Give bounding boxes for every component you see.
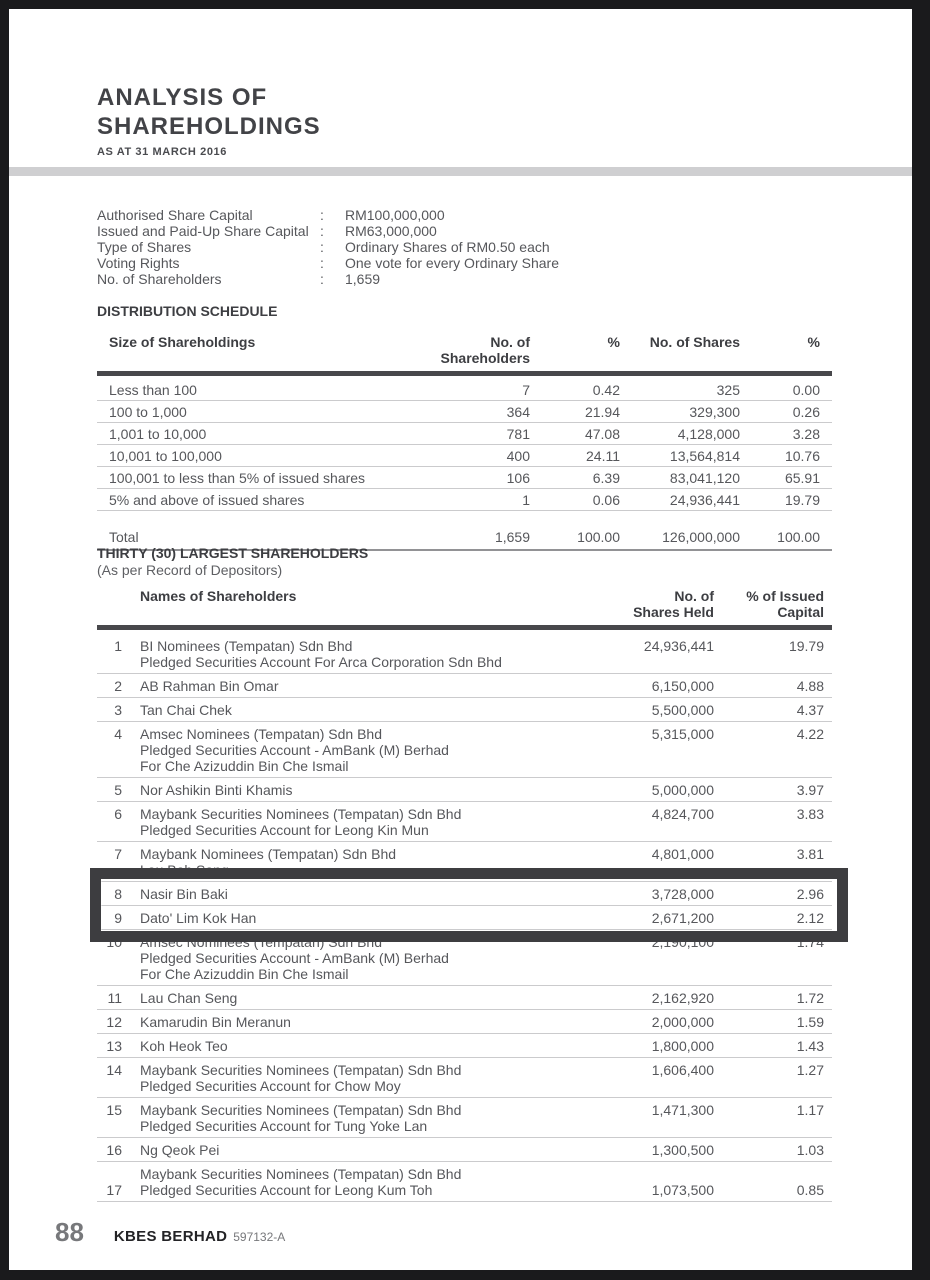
shareholder-name-line: Lau Chan Seng [140,990,238,1006]
cell-rank: 17 [106,1182,122,1198]
header-divider-bar [9,167,912,176]
info-row [97,223,559,239]
info-label: Issued and Paid-Up Share Capital [97,223,309,239]
info-value: One vote for every Ordinary Share [345,255,559,271]
table-row [97,401,832,423]
largest-shareholders-heading: THIRTY (30) LARGEST SHAREHOLDERS [97,545,369,561]
col-header-issued-capital-line1: % of Issued [746,588,824,604]
cell-no-of-shares: 325 [716,382,740,398]
cell-rank: 7 [114,846,122,862]
cell-issued-capital-pct: 4.22 [796,726,824,742]
cell-issued-capital-pct: 1.03 [796,1142,824,1158]
cell-issued-capital-pct: 3.81 [796,846,824,862]
info-colon: : [320,207,324,223]
cell-issued-capital-pct: 0.85 [796,1182,824,1198]
info-value: RM100,000,000 [345,207,445,223]
table-row [97,1138,832,1162]
shareholder-name-line: Pledged Securities Account for Tung Yoke Lan [140,1118,428,1134]
table-row [97,698,832,722]
info-row [97,207,559,223]
info-label: Voting Rights [97,255,180,271]
shareholder-name-line: Pledged Securities Account for Leong Kum Toh [140,1182,433,1198]
shareholder-name-line: Maybank Securities Nominees (Tempatan) Sdn Bhd [140,806,462,822]
cell-shareholder-name [122,782,564,798]
info-value: 1,659 [345,271,381,287]
cell-shareholder-name [122,1166,564,1198]
cell-shares-pct: 19.79 [784,492,820,508]
cell-shareholder-name [122,1014,564,1030]
shareholder-name-line: Amsec Nominees (Tempatan) Sdn Bhd [140,934,382,950]
shareholder-name-line: Nor Ashikin Binti Khamis [140,782,293,798]
cell-size-of-shareholdings: 5% and above of issued shares [109,492,305,508]
col-header-shares-held [564,588,714,620]
highlight-annotation-box [90,868,848,942]
cell-size-of-shareholdings: 1,001 to 10,000 [109,426,207,442]
share-capital-info [97,207,559,287]
cell-rank: 5 [114,782,122,798]
table-row [97,802,832,842]
col-header-holders: No. of Shareholders [440,334,530,366]
shareholder-name-line: Lau Bah Sang [140,862,229,878]
cell-no-of-shares: 24,936,441 [669,492,740,508]
col-header-shares-held-line1: No. of [674,588,714,604]
table-header-rule [97,371,832,376]
document-page [9,9,912,1270]
page-subtitle: AS AT 31 MARCH 2016 [97,146,227,158]
cell-shares-held: 1,471,300 [651,1102,714,1118]
cell-rank: 3 [114,702,122,718]
cell-shareholder-name [122,678,564,694]
info-label: Authorised Share Capital [97,207,253,223]
table-row [97,445,832,467]
cell-rank: 14 [106,1062,122,1078]
cell-issued-capital-pct: 1.43 [796,1038,824,1054]
shareholder-name-line: Pledged Securities Account For Arca Corporation Sdn Bhd [140,654,502,670]
total-shares: 126,000,000 [662,529,740,545]
largest-shareholders-title [97,545,368,578]
table-row [97,722,832,778]
col-header-shares: No. of Shares [649,334,740,350]
shareholder-name-line: Amsec Nominees (Tempatan) Sdn Bhd [140,726,382,742]
cell-rank: 15 [106,1102,122,1118]
cell-shareholder-name [122,638,564,670]
cell-shareholder-name [122,702,564,718]
cell-no-of-shareholders: 106 [506,470,530,486]
cell-issued-capital-pct: 1.17 [796,1102,824,1118]
table-row [97,1034,832,1058]
cell-issued-capital-pct: 2.96 [796,886,824,902]
info-label: Type of Shares [97,239,192,255]
cell-issued-capital-pct: 4.37 [796,702,824,718]
table-row [97,1098,832,1138]
table-row [97,1010,832,1034]
cell-issued-capital-pct: 19.79 [788,638,824,654]
total-holders-pct: 100.00 [577,529,620,545]
cell-issued-capital-pct: 1.74 [796,934,824,950]
shareholder-name-line: Maybank Securities Nominees (Tempatan) Sdn Bhd [140,1062,462,1078]
distribution-table-body [97,379,832,511]
shareholder-name-line: Pledged Securities Account for Chow Moy [140,1078,401,1094]
table-row [97,1162,832,1202]
cell-rank: 11 [107,990,122,1006]
cell-shares-pct: 3.28 [792,426,820,442]
cell-issued-capital-pct: 3.97 [796,782,824,798]
col-header-holders-pct: % [607,334,620,350]
cell-shares-pct: 65.91 [784,470,820,486]
cell-issued-capital-pct: 1.72 [796,990,824,1006]
cell-no-of-shares: 329,300 [689,404,740,420]
cell-shares-pct: 10.76 [784,448,820,464]
cell-shareholder-name [122,1142,564,1158]
cell-no-of-shareholders: 400 [506,448,530,464]
page-title [97,83,321,141]
table-row [97,1058,832,1098]
cell-no-of-shares: 83,041,120 [669,470,740,486]
cell-no-of-shareholders: 1 [522,492,530,508]
cell-rank: 4 [114,726,122,742]
shareholder-name-line: Maybank Securities Nominees (Tempatan) Sdn Bhd [140,1166,462,1182]
shareholder-name-line: Maybank Securities Nominees (Tempatan) Sdn Bhd [140,1102,462,1118]
cell-rank: 13 [106,1038,122,1054]
cell-shares-held: 2,190,100 [651,934,714,950]
cell-size-of-shareholdings: Less than 100 [109,382,197,398]
cell-no-of-shareholders: 364 [506,404,530,420]
col-header-names: Names of Shareholders [140,588,297,604]
total-label: Total [109,529,139,545]
cell-no-of-shareholders: 781 [506,426,530,442]
shareholder-name-line: BI Nominees (Tempatan) Sdn Bhd [140,638,353,654]
cell-shareholders-pct: 47.08 [584,426,620,442]
cell-shareholders-pct: 6.39 [592,470,620,486]
cell-rank: 12 [106,1014,122,1030]
page-header [97,83,321,158]
company-registration-number: 597132-A [233,1230,286,1244]
cell-shareholders-pct: 0.42 [592,382,620,398]
info-row [97,239,559,255]
cell-shares-held: 4,824,700 [651,806,714,822]
info-value: RM63,000,000 [345,223,437,239]
table-row [97,423,832,445]
distribution-schedule-title: DISTRIBUTION SCHEDULE [97,303,278,319]
cell-shareholders-pct: 24.11 [586,448,620,464]
cell-rank: 1 [114,638,122,654]
page-footer [55,1217,285,1248]
cell-no-of-shares: 4,128,000 [677,426,740,442]
cell-shares-held: 2,162,920 [651,990,714,1006]
table-row [97,778,832,802]
info-row [97,255,559,271]
col-header-shares-held-line2: Shares Held [633,604,714,620]
cell-issued-capital-pct: 1.59 [796,1014,824,1030]
cell-rank: 9 [114,910,122,926]
cell-shareholder-name [122,726,564,774]
total-shares-pct: 100.00 [777,529,820,545]
cell-shares-held: 3,728,000 [651,886,714,902]
shareholder-name-line: Kamarudin Bin Meranun [140,1014,291,1030]
cell-shares-held: 1,073,500 [651,1182,714,1198]
cell-size-of-shareholdings: 10,001 to 100,000 [109,448,222,464]
total-holders: 1,659 [494,529,530,545]
cell-issued-capital-pct: 2.12 [796,910,824,926]
shareholder-name-line: Koh Heok Teo [140,1038,228,1054]
cell-shares-held: 1,300,500 [651,1142,714,1158]
cell-rank: 10 [106,934,122,950]
cell-shares-held: 6,150,000 [651,678,714,694]
cell-rank: 16 [106,1142,122,1158]
cell-shareholder-name [122,806,564,838]
info-row [97,271,559,287]
shareholder-name-line: Dato' Lim Kok Han [140,910,257,926]
cell-shares-pct: 0.00 [792,382,820,398]
shareholder-name-line: AB Rahman Bin Omar [140,678,279,694]
table-row [97,489,832,511]
shareholder-name-line: Pledged Securities Account - AmBank (M) Berhad [140,950,449,966]
cell-no-of-shareholders: 7 [522,382,530,398]
cell-shares-held: 4,801,000 [651,846,714,862]
info-colon: : [320,239,324,255]
company-name: KBES BERHAD [113,1228,228,1245]
shareholder-name-line: Pledged Securities Account - AmBank (M) Berhad [140,742,449,758]
cell-shareholders-pct: 0.06 [592,492,620,508]
col-header-issued-capital-line2: Capital [777,604,824,620]
table-header-rule [97,625,832,630]
cell-shares-held: 2,671,200 [651,910,714,926]
info-colon: : [320,223,324,239]
cell-shareholder-name [122,1102,564,1134]
cell-shares-held: 5,000,000 [651,782,714,798]
cell-size-of-shareholdings: 100,001 to less than 5% of issued shares [109,470,366,486]
cell-shareholder-name [122,1062,564,1094]
cell-shareholder-name [122,1038,564,1054]
cell-shares-pct: 0.26 [792,404,820,420]
info-value: Ordinary Shares of RM0.50 each [345,239,550,255]
info-colon: : [320,271,324,287]
cell-shares-held: 5,500,000 [651,702,714,718]
cell-size-of-shareholdings: 100 to 1,000 [109,404,187,420]
cell-issued-capital-pct: 3.83 [796,806,824,822]
cell-rank: 2 [114,678,122,694]
shareholder-name-line: Maybank Nominees (Tempatan) Sdn Bhd [140,846,397,862]
table-row [97,986,832,1010]
cell-issued-capital-pct: 1.27 [796,1062,824,1078]
cell-shares-held: 1,606,400 [651,1062,714,1078]
shareholder-name-line: Nasir Bin Baki [140,886,228,902]
cell-shareholders-pct: 21.94 [584,404,620,420]
cell-shares-held: 24,936,441 [643,638,714,654]
table-row [97,379,832,401]
shareholders-table-header [97,588,832,625]
largest-shareholders-subnote: (As per Record of Depositors) [97,562,283,578]
distribution-table [97,334,832,551]
shareholder-name-line: For Che Azizuddin Bin Che Ismail [140,966,349,982]
cell-shares-held: 1,800,000 [651,1038,714,1054]
cell-issued-capital-pct: 4.88 [796,678,824,694]
shareholder-name-line: For Che Azizuddin Bin Che Ismail [140,758,349,774]
page-title-line2: SHAREHOLDINGS [97,113,321,140]
col-header-issued-capital [714,588,824,620]
info-label: No. of Shareholders [97,271,222,287]
table-row [97,467,832,489]
cell-rank: 8 [114,886,122,902]
cell-shares-held: 2,000,000 [651,1014,714,1030]
info-colon: : [320,255,324,271]
page-number: 88 [55,1217,84,1247]
col-header-size: Size of Shareholdings [109,334,256,350]
cell-no-of-shares: 13,564,814 [669,448,740,464]
table-row [97,674,832,698]
cell-shares-held: 5,315,000 [651,726,714,742]
col-header-shares-pct: % [807,334,820,350]
cell-rank: 6 [114,806,122,822]
shareholder-name-line: Ng Qeok Pei [140,1142,220,1158]
table-row [97,634,832,674]
distribution-table-header [97,334,832,371]
shareholder-name-line: Tan Chai Chek [140,702,232,718]
cell-shareholder-name [122,990,564,1006]
page-title-line1: ANALYSIS OF [97,84,268,111]
shareholder-name-line: Pledged Securities Account for Leong Kin Mun [140,822,429,838]
